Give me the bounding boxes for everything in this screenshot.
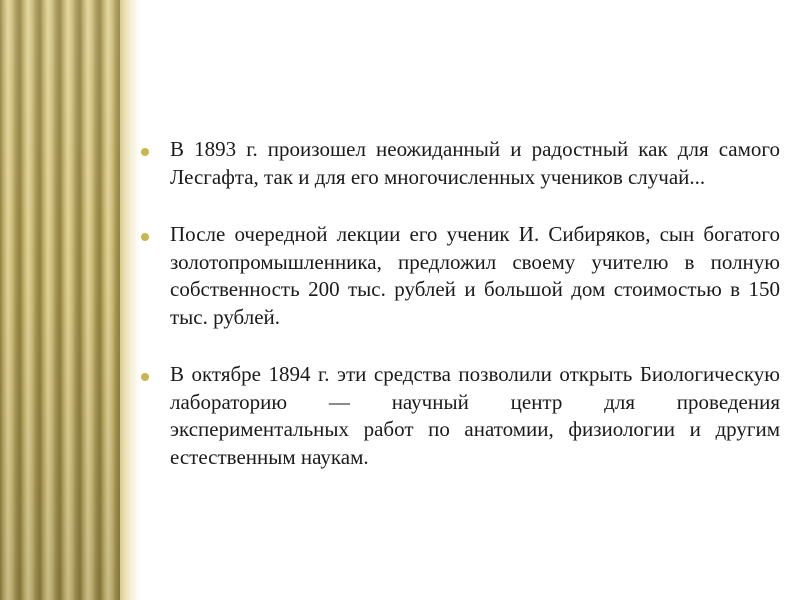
- bullet-text-2: После очередной лекции его ученик И. Сибиряков, сын богатого золотопромышленника, предложил своему учителю в полную собственность 200 тыс. рублей и большой дом стоимостью в 150 тыс. рублей.: [170, 222, 780, 329]
- bullet-item-3: [138, 361, 780, 471]
- bullet-text-3: В октябре 1894 г. эти средства позволили открыть Биологическую лабораторию — научный центр для проведения экспериментальных работ по анатомии, физиологии и другим естественным наукам.: [170, 362, 780, 469]
- gold-curtain-decoration: [0, 0, 120, 600]
- curtain-edge-fade: [120, 0, 140, 600]
- bullet-item-2: [138, 221, 780, 331]
- bullet-list: [138, 136, 780, 501]
- bullet-text-1: В 1893 г. произошел неожиданный и радостный как для самого Лесгафта, так и для его многочисленных учеников случай...: [170, 137, 780, 189]
- bullet-dot-icon: [141, 148, 149, 156]
- bullet-item-1: [138, 136, 780, 191]
- bullet-dot-icon: [141, 233, 149, 241]
- bullet-dot-icon: [141, 373, 149, 381]
